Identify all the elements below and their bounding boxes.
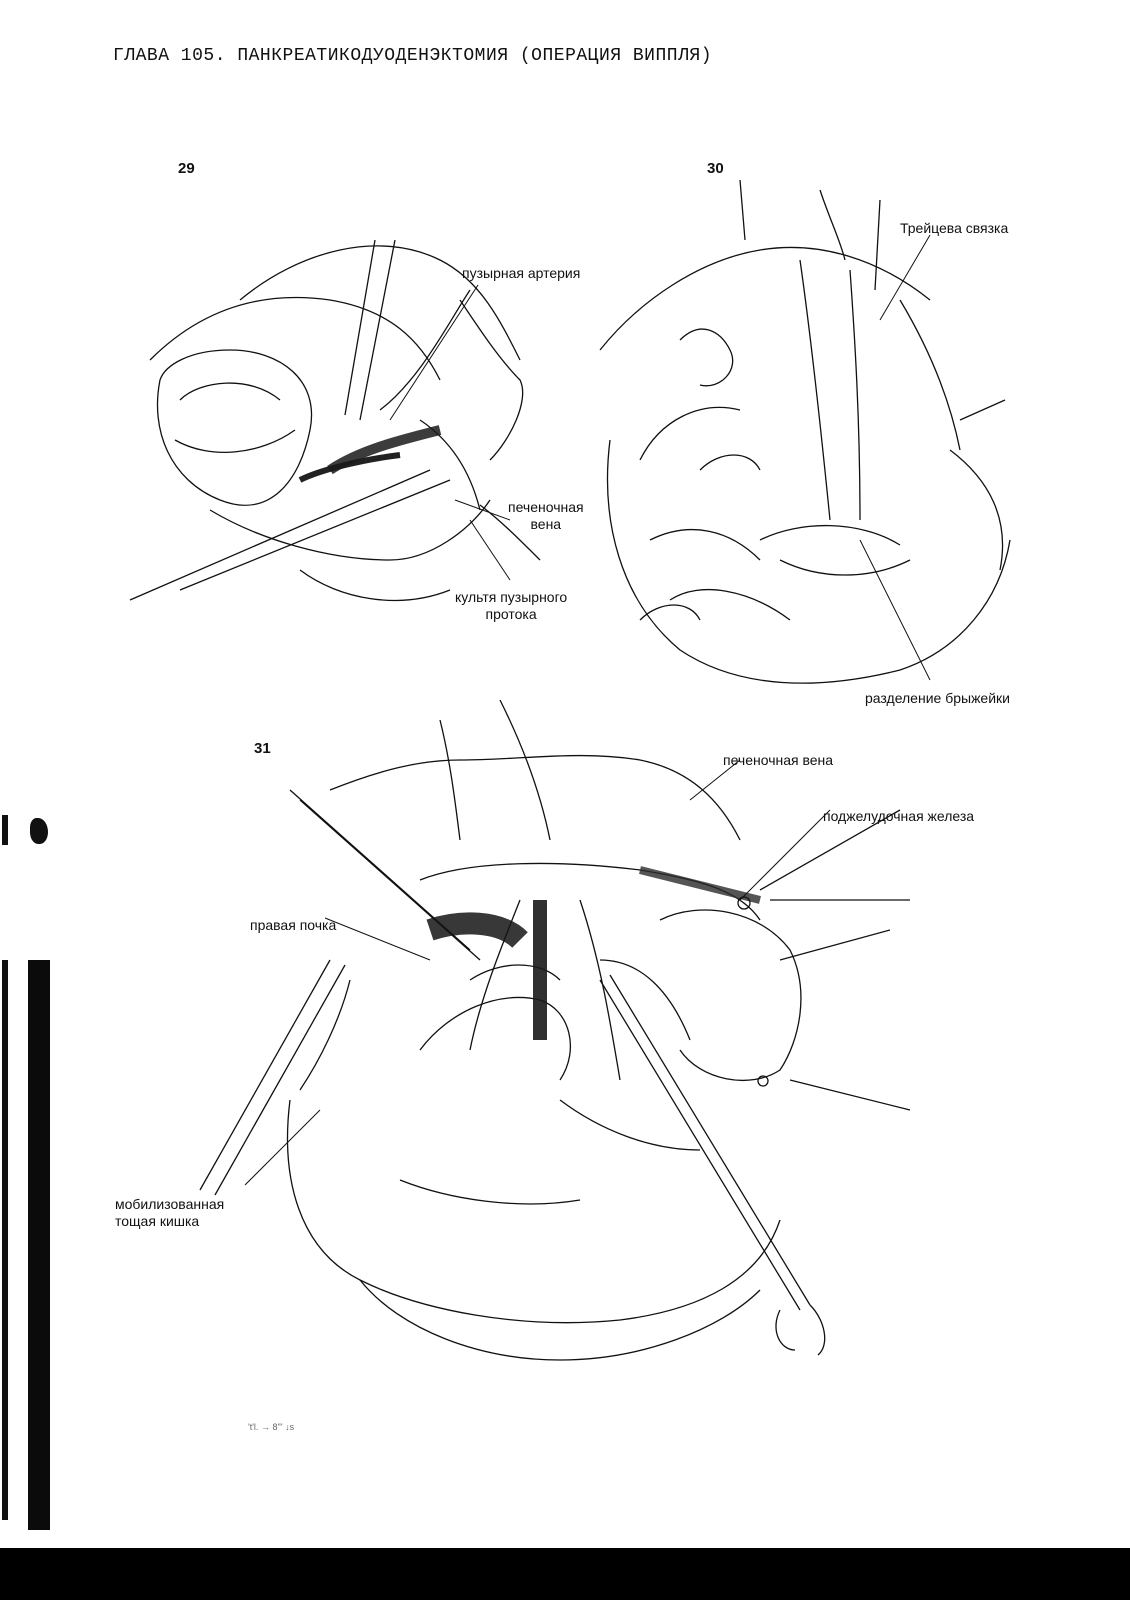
figure-30-number: 30 [707,160,724,177]
figure-29-number: 29 [178,160,195,177]
chapter-header: ГЛАВА 105. ПАНКРЕАТИКОДУОДЕНЭКТОМИЯ (ОПЕРАЦИЯ ВИППЛЯ) [113,46,712,66]
scan-edge-mark [2,815,8,845]
scan-smudge-text: 't'l. → 8''' ↓s [248,1422,295,1432]
label-pancreas: поджелудочная железа [823,808,975,824]
leader-lines [245,235,930,1185]
label-mobilized-jejunum: мобилизованная тощая кишка [115,1196,225,1229]
figure-30-illustration [600,180,1010,683]
label-hepatic-vein-29: печеночная вена [508,499,584,532]
figure-31-illustration [200,700,910,1360]
label-cystic-artery: пузырная артерия [462,265,581,281]
label-mesentery-division: разделение брыжейки [865,690,1010,706]
scan-edge-line [2,960,8,1520]
scan-edge-blot [30,818,48,844]
label-hepatic-vein-31: печеночная вена [723,752,834,768]
figure-31-number: 31 [254,740,271,757]
scan-bottom-bar [0,1548,1130,1600]
label-right-kidney: правая почка [250,917,337,933]
label-cystic-duct-stump: культя пузырного протока [455,589,568,622]
label-treitz-ligament: Трейцева связка [900,220,1009,236]
scan-binding-shadow [28,960,50,1530]
figure-29-illustration [130,240,540,600]
